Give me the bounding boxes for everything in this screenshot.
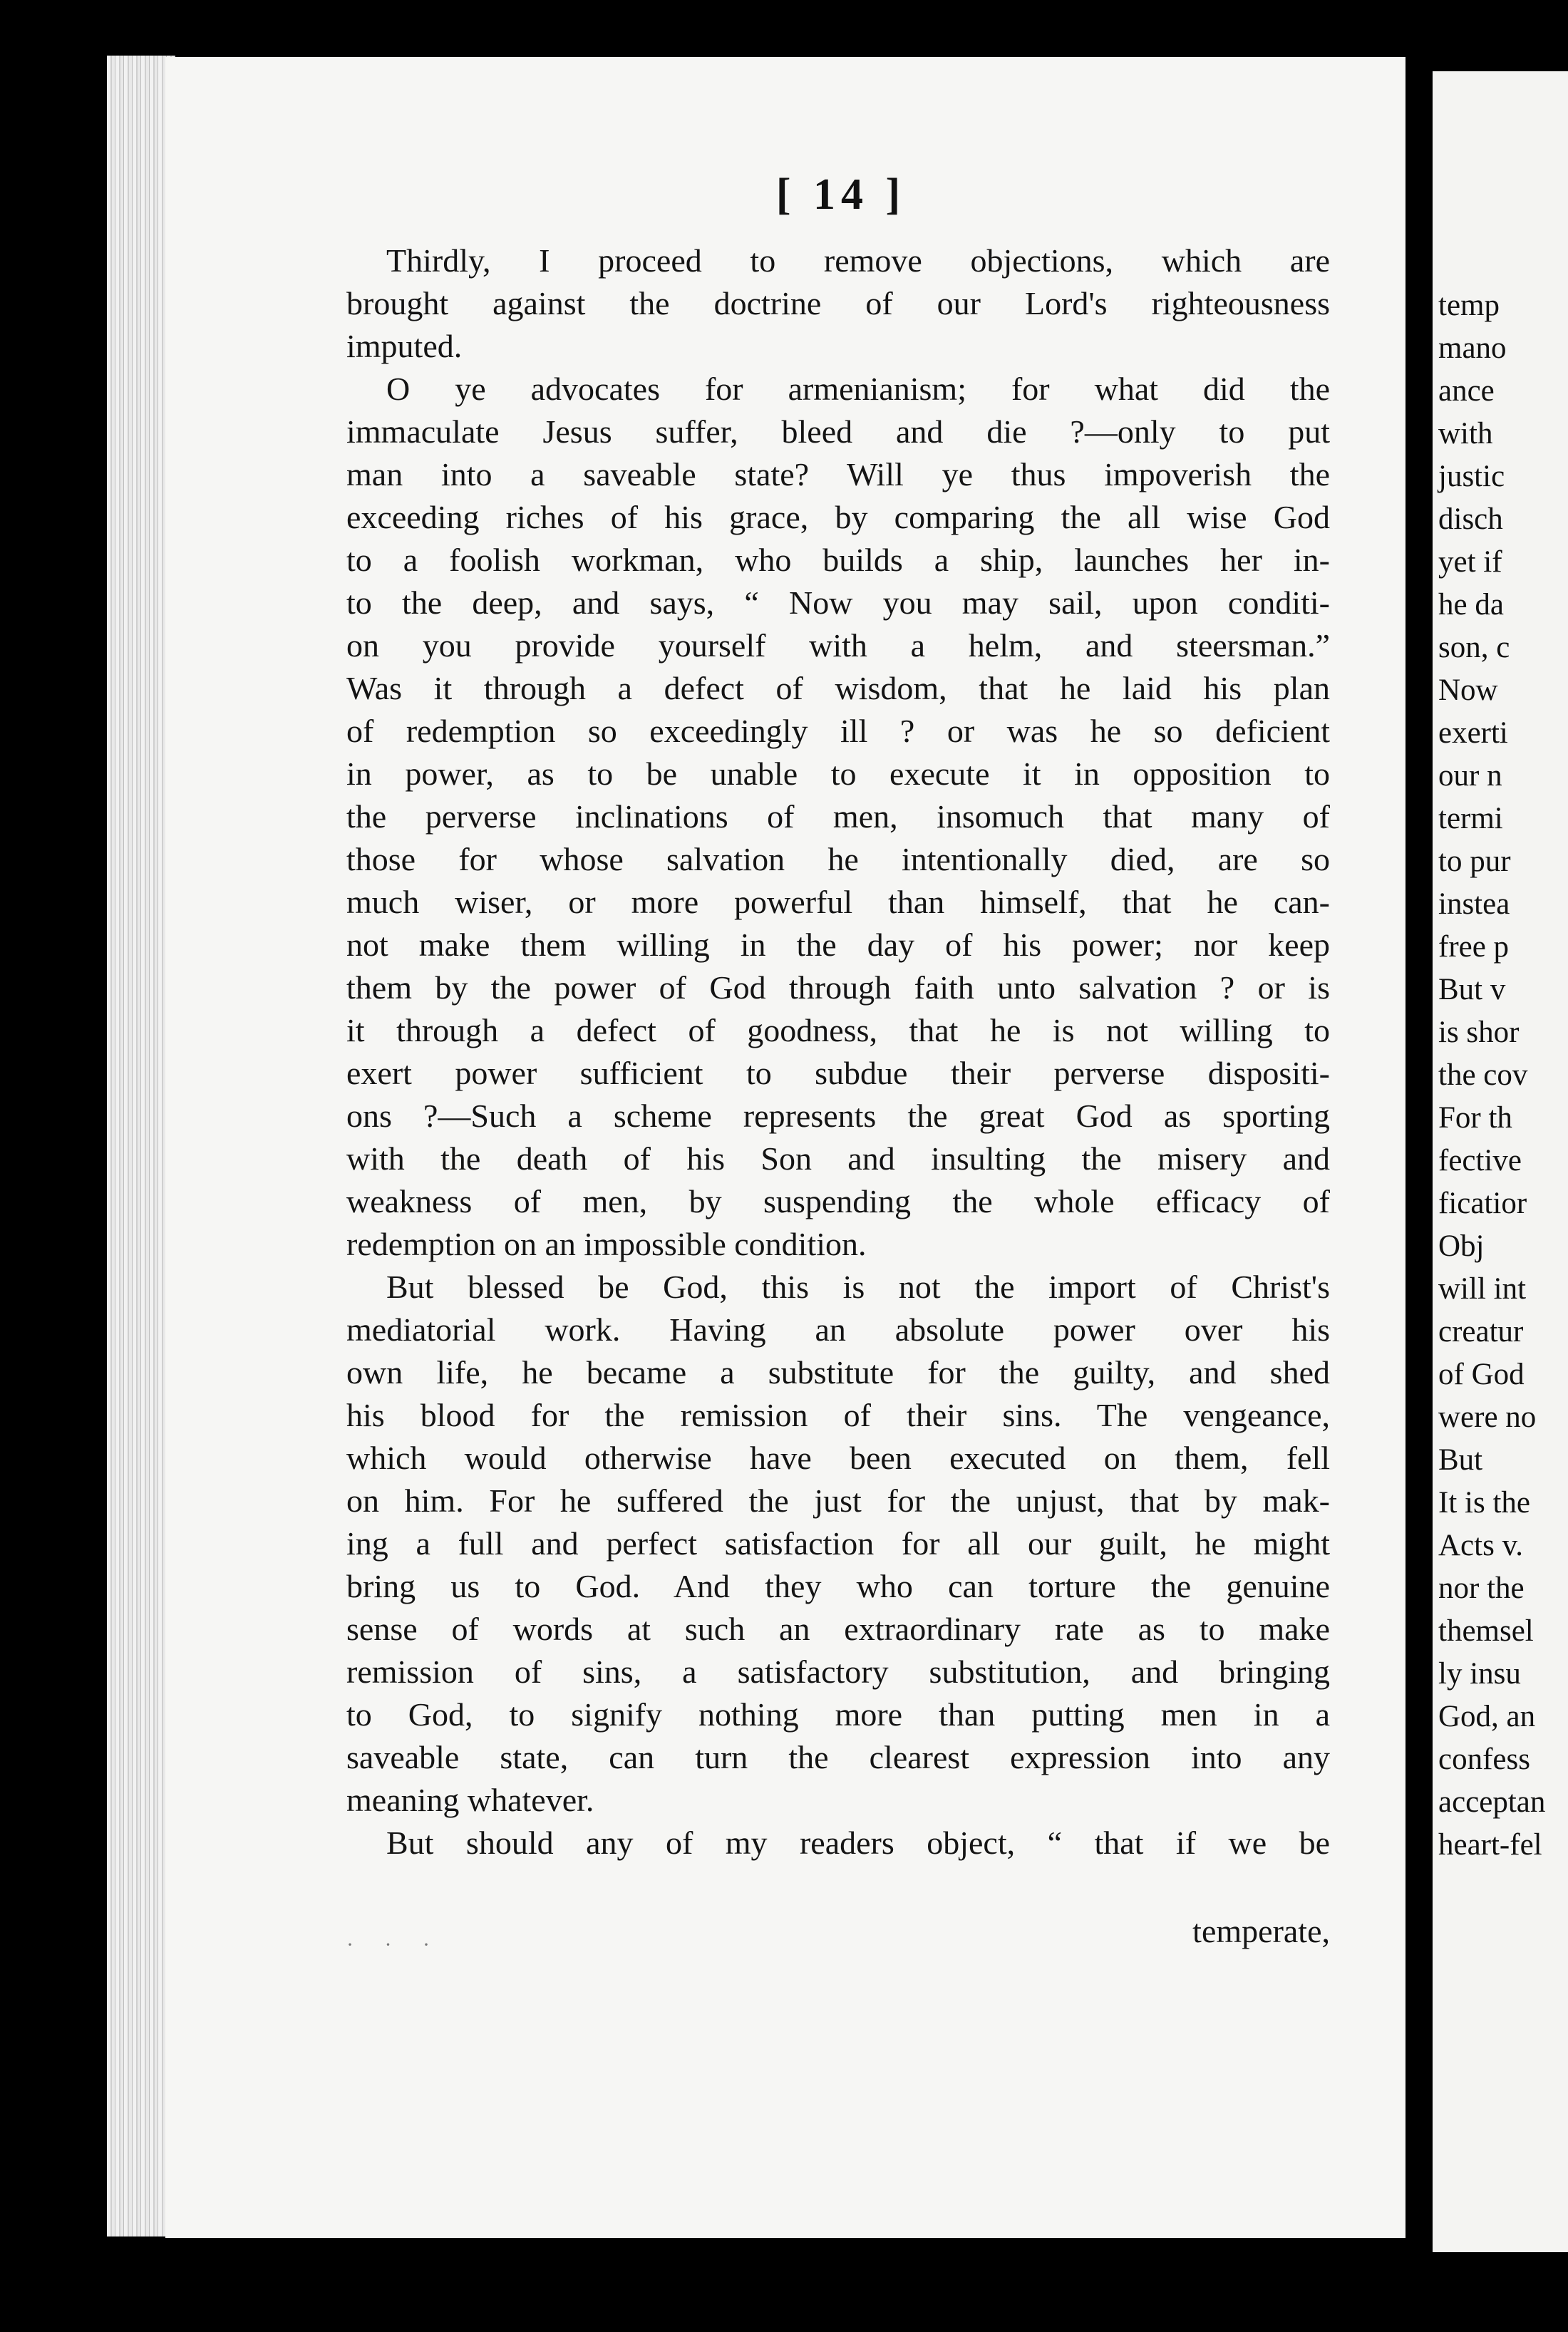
text-line: exceeding riches of his grace, by comparing the all wise God (346, 499, 1330, 535)
text-line: immaculate Jesus suffer, bleed and die ?—only to put (346, 413, 1330, 450)
facing-page-line: termi (1438, 802, 1503, 835)
facing-page-line: mano (1438, 331, 1507, 365)
facing-page-line: of God (1438, 1358, 1525, 1391)
text-line: brought against the doctrine of our Lord's righteousness (346, 285, 1330, 321)
text-line: sense of words at such an extraordinary rate as to make (346, 1611, 1330, 1647)
facing-page-line: nor the (1438, 1572, 1525, 1605)
facing-page-line: fective (1438, 1144, 1522, 1177)
facing-page-line: were no (1438, 1400, 1537, 1434)
text-line: remission of sins, a satisfactory substitution, and bringing (346, 1653, 1330, 1690)
text-line: the perverse inclinations of men, insomuch that many of (346, 798, 1330, 835)
text-line: those for whose salvation he intentionally died, are so (346, 841, 1330, 877)
text-line: with the death of his Son and insulting the misery and (346, 1140, 1330, 1177)
facing-page-line: son, c (1438, 631, 1510, 664)
text-line: it through a defect of goodness, that he is not willing to (346, 1012, 1330, 1048)
facing-page-line: ly insu (1438, 1657, 1521, 1691)
text-line: But should any of my readers object, “ that if we be (386, 1825, 1330, 1861)
facing-page-line: Acts v. (1438, 1529, 1524, 1562)
facing-page-line: disch (1438, 502, 1503, 536)
text-line: weakness of men, by suspending the whole efficacy of (346, 1183, 1330, 1219)
facing-page-line: temp (1438, 289, 1500, 322)
text-line: Thirdly, I proceed to remove objections, which are (386, 242, 1330, 279)
facing-page-line: our n (1438, 759, 1502, 793)
text-line: not make them willing in the day of his power; nor keep (346, 927, 1330, 963)
facing-page-line: For th (1438, 1101, 1512, 1135)
text-line: to God, to signify nothing more than putting men in a (346, 1696, 1330, 1733)
facing-page-line: ance (1438, 374, 1495, 408)
text-line: of redemption so exceedingly ill ? or was he so deficient (346, 713, 1330, 749)
facing-page-line: ficatior (1438, 1187, 1527, 1220)
text-line: on him. For he suffered the just for the unjust, that by mak- (346, 1482, 1330, 1519)
body-text (346, 239, 1330, 1864)
text-line: to a foolish workman, who builds a ship, launches her in- (346, 542, 1330, 578)
text-line: imputed. (346, 328, 463, 364)
text-line: bring us to God. And they who can torture the genuine (346, 1568, 1330, 1604)
text-line: mediatorial work. Having an absolute power over his (346, 1311, 1330, 1348)
facing-page-line: acceptan (1438, 1785, 1546, 1819)
text-line: them by the power of God through faith unto salvation ? or is (346, 969, 1330, 1006)
text-line: ing a full and perfect satisfaction for all our guilt, he might (346, 1525, 1330, 1562)
facing-page-line: yet if (1438, 545, 1502, 579)
facing-page-line: It is the (1438, 1486, 1530, 1520)
facing-page-line: confess (1438, 1743, 1530, 1776)
text-line: saveable state, can turn the clearest expression into any (346, 1739, 1330, 1775)
facing-page-line: is shor (1438, 1016, 1520, 1049)
text-line: much wiser, or more powerful than himself, that he can- (346, 884, 1330, 920)
facing-page-line: themsel (1438, 1614, 1534, 1648)
facing-page-line: to pur (1438, 845, 1511, 878)
text-line: But blessed be God, this is not the import of Christ's (386, 1269, 1330, 1305)
facing-page-line: will int (1438, 1272, 1527, 1306)
text-line: his blood for the remission of their sins. The vengeance, (346, 1397, 1330, 1433)
text-line: which would otherwise have been executed on them, fell (346, 1440, 1330, 1476)
facing-page (1433, 71, 1568, 2252)
facing-page-line: free p (1438, 930, 1510, 964)
text-line: on you provide yourself with a helm, and steersman.” (346, 627, 1330, 664)
page-number: [ 14 ] (775, 170, 907, 219)
text-line: exert power sufficient to subdue their perverse dispositi- (346, 1055, 1330, 1091)
text-line: redemption on an impossible condition. (346, 1226, 867, 1262)
catchword: temperate, (1192, 1913, 1330, 1949)
text-line: O ye advocates for armenianism; for what did the (386, 371, 1330, 407)
book-gutter (1405, 0, 1434, 2332)
facing-page-line: Now (1438, 674, 1498, 707)
facing-page-line: But (1438, 1443, 1483, 1477)
facing-page-line: God, an (1438, 1700, 1536, 1733)
facing-page-line: Obj (1438, 1229, 1485, 1263)
facing-page-text (1433, 71, 1568, 2252)
text-line: ons ?—Such a scheme represents the great God as sporting (346, 1098, 1330, 1134)
text-line: Was it through a defect of wisdom, that he laid his plan (346, 670, 1330, 706)
text-line: to the deep, and says, “ Now you may sail, upon conditi- (346, 584, 1330, 621)
facing-page-line: exerti (1438, 716, 1508, 750)
ink-specks: · · · (346, 1933, 443, 1956)
text-line: own life, he became a substitute for the guilty, and shed (346, 1354, 1330, 1391)
facing-page-line: creatur (1438, 1315, 1524, 1348)
text-line: meaning whatever. (346, 1782, 594, 1818)
facing-page-line: with (1438, 417, 1493, 450)
facing-page-line: he da (1438, 588, 1504, 621)
text-line: in power, as to be unable to execute it in opposition to (346, 755, 1330, 792)
text-line: man into a saveable state? Will ye thus impoverish the (346, 456, 1330, 492)
facing-page-line: But v (1438, 973, 1506, 1006)
facing-page-line: the cov (1438, 1058, 1528, 1092)
facing-page-line: heart-fel (1438, 1828, 1542, 1862)
facing-page-line: justic (1438, 460, 1505, 493)
facing-page-line: instea (1438, 887, 1510, 921)
